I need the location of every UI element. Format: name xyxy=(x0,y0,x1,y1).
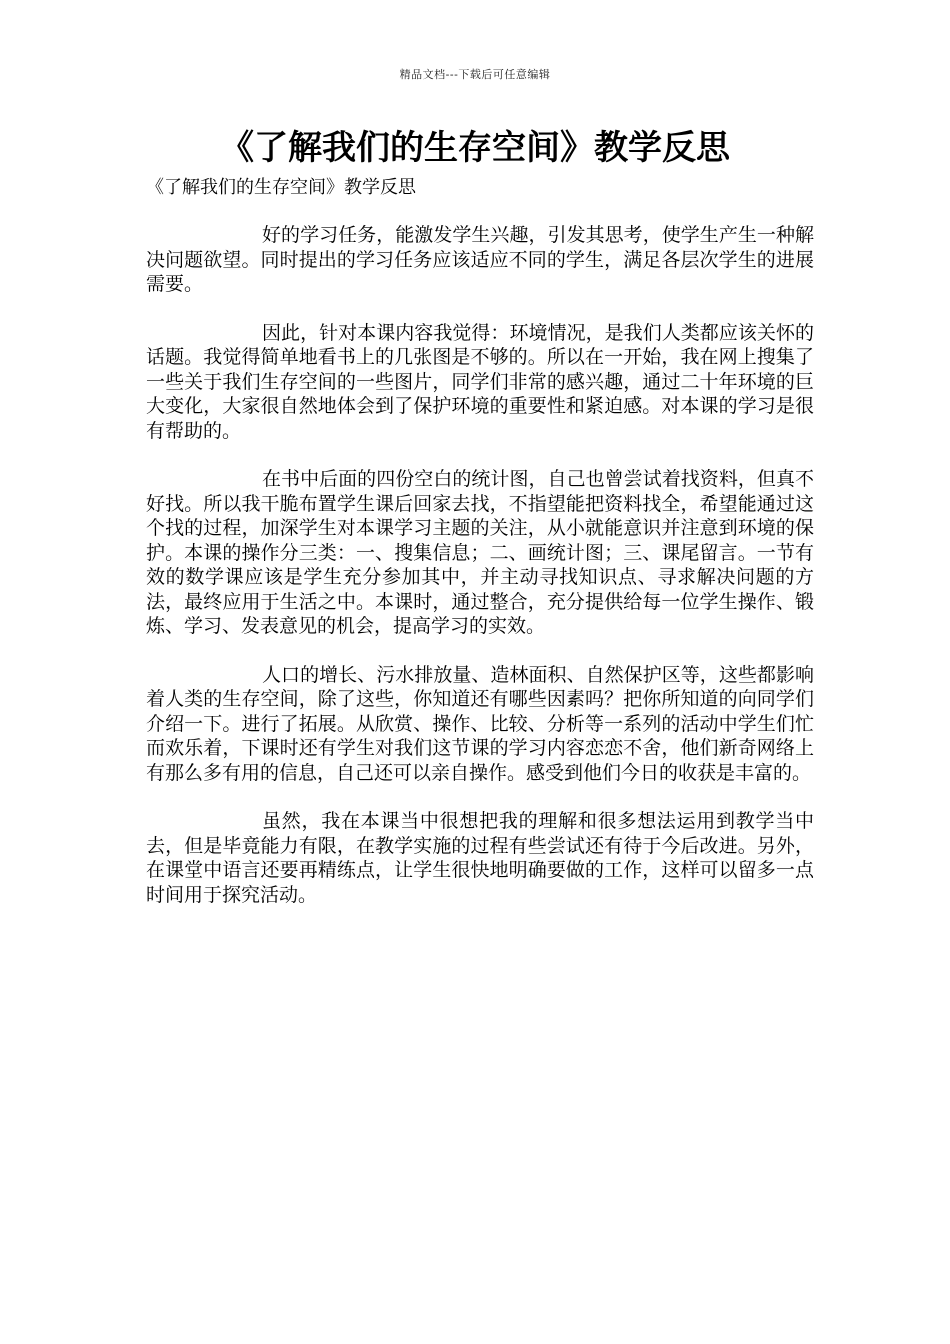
body-paragraph-1: 好的学习任务，能激发学生兴趣，引发其思考，使学生产生一种解决问题欲望。同时提出的学习任务应该适应不同的学生，满足各层次学生的进展需要。 xyxy=(146,224,814,295)
header-note: 精品文档---下载后可任意编辑 xyxy=(399,68,551,81)
body-paragraph-2: 因此，针对本课内容我觉得：环境情况，是我们人类都应该关怀的话题。我觉得简单地看书上的几张图是不够的。所以在一开始，我在网上搜集了一些关于我们生存空间的一些图片，同学们非常的感兴趣，通过二十年环境的巨大变化，大家很自然地体会到了保护环境的重要性和紧迫感。对本课的学习是很有帮助的。 xyxy=(146,321,814,442)
document-subtitle: 《了解我们的生存空间》教学反思 xyxy=(146,177,416,198)
body-paragraph-3: 在书中后面的四份空白的统计图，自己也曾尝试着找资料，但真不好找。所以我干脆布置学生课后回家去找，不指望能把资料找全，希望能通过这个找的过程，加深学生对本课学习主题的关注，从小就能意识并注意到环境的保护。本课的操作分三类：一、搜集信息；二、画统计图；三、课尾留言。一节有效的数学课应该是学生充分参加其中，并主动寻找知识点、寻求解决问题的方法，最终应用于生活之中。本课时，通过整合，充分提供给每一位学生操作、锻炼、学习、发表意见的机会，提高学习的实效。 xyxy=(146,468,814,637)
body-paragraph-4: 人口的增长、污水排放量、造林面积、自然保护区等，这些都影响着人类的生存空间，除了这些，你知道还有哪些因素吗？把你所知道的向同学们介绍一下。进行了拓展。从欣赏、操作、比较、分析等一系列的活动中学生们忙而欢乐着，下课时还有学生对我们这节课的学习内容恋恋不舍，他们新奇网络上有那么多有用的信息，自己还可以亲自操作。感受到他们今日的收获是丰富的。 xyxy=(146,663,814,784)
body-paragraph-5: 虽然，我在本课当中很想把我的理解和很多想法运用到教学当中去，但是毕竟能力有限，在教学实施的过程有些尝试还有待于今后改进。另外，在课堂中语言还要再精练点，让学生很快地明确要做的工作，这样可以留多一点时间用于探究活动。 xyxy=(146,810,814,906)
document-title: 《了解我们的生存空间》教学反思 xyxy=(220,128,730,168)
document-body xyxy=(146,223,814,931)
